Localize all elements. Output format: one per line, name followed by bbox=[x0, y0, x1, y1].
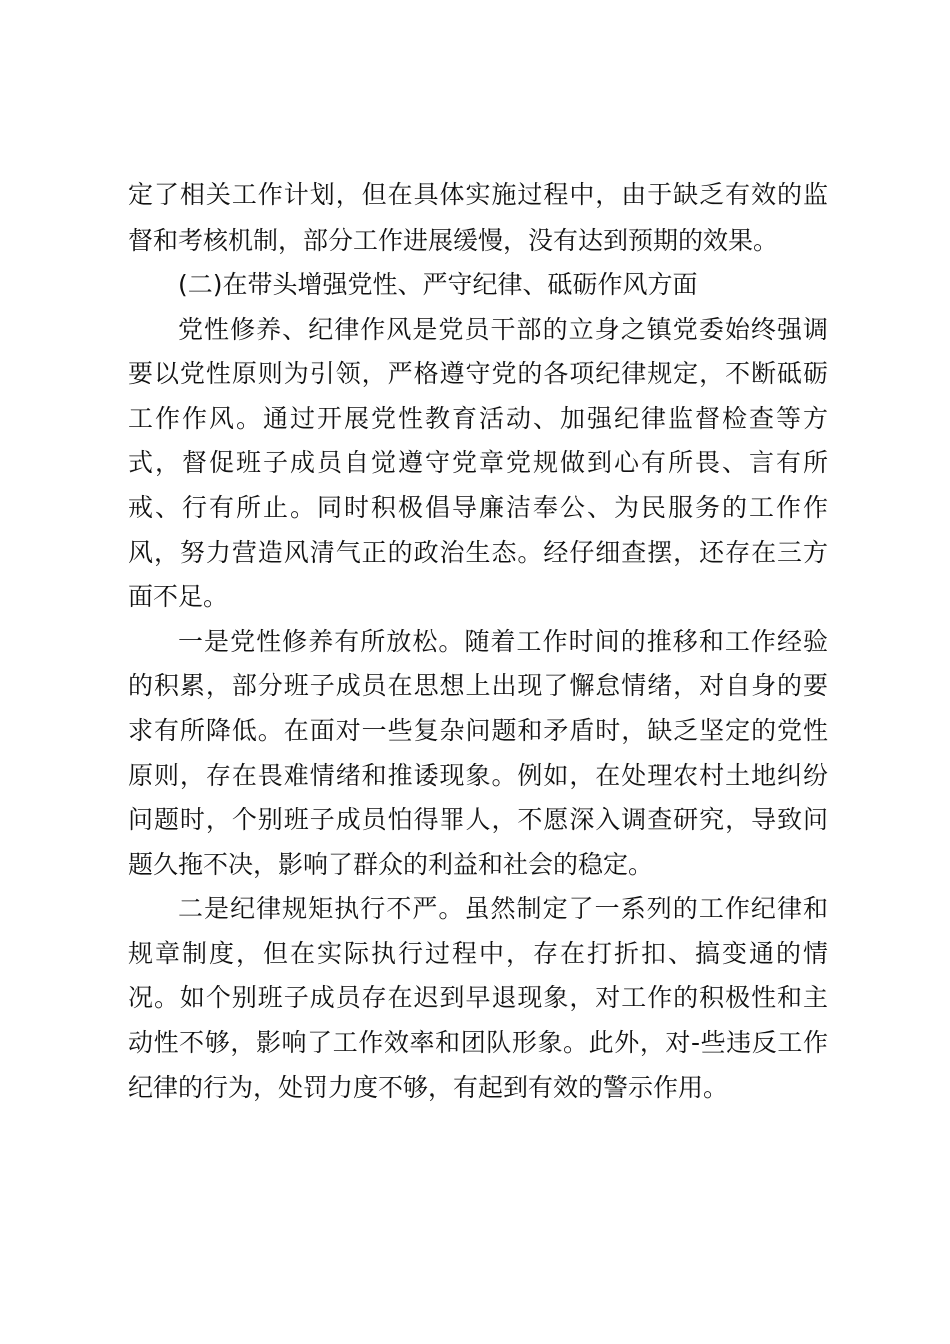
text-line: 一是党性修养有所放松。随着工作时间的推移和工作经验 bbox=[178, 627, 828, 656]
text-line: 工作作风。通过开展党性教育活动、加强纪律监督检查等方 bbox=[128, 404, 828, 433]
text-line: 党性修养、纪律作风是党员干部的立身之镇党委始终强调 bbox=[178, 315, 828, 344]
text-line: 面不足。 bbox=[128, 582, 229, 611]
text-line: 督和考核机制，部分工作进展缓慢，没有达到预期的效果。 bbox=[128, 226, 779, 255]
text-line: 式，督促班子成员自觉遵守党章党规做到心有所畏、言有所 bbox=[128, 448, 828, 477]
text-line: 的积累，部分班子成员在思想上出现了懈怠情绪，对自身的要 bbox=[128, 671, 828, 700]
text-line: 求有所降低。在面对一些复杂问题和矛盾时，缺乏坚定的党性 bbox=[128, 716, 828, 745]
text-line: 风，努力营造风清气正的政治生态。经仔细查摆，还存在三方 bbox=[128, 538, 828, 567]
text-line: 问题时，个别班子成员怕得罪人，不愿深入调查研究，导致问 bbox=[128, 805, 828, 834]
section-heading: (二)在带头增强党性、严守纪律、砥砺作风方面 bbox=[178, 270, 698, 299]
text-line: 原则，存在畏难情绪和推诿现象。例如，在处理农村土地纠纷 bbox=[128, 761, 828, 790]
text-line: 动性不够，影响了工作效率和团队形象。此外，对-些违反工作 bbox=[128, 1028, 828, 1057]
text-line: 题久拖不决，影响了群众的利益和社会的稳定。 bbox=[128, 850, 654, 879]
text-line: 规章制度，但在实际执行过程中，存在打折扣、搞变通的情 bbox=[128, 939, 828, 968]
text-line: 二是纪律规矩执行不严。虽然制定了一系列的工作纪律和 bbox=[178, 894, 828, 923]
text-line: 况。如个别班子成员存在迟到早退现象，对工作的积极性和主 bbox=[128, 983, 828, 1012]
text-line: 定了相关工作计划，但在具体实施过程中，由于缺乏有效的监 bbox=[128, 180, 828, 209]
text-line: 纪律的行为，处罚力度不够，有起到有效的警示作用。 bbox=[128, 1073, 729, 1102]
text-line: 要以党性原则为引领，严格遵守党的各项纪律规定，不断砥砺 bbox=[128, 359, 828, 388]
text-line: 戒、行有所止。同时积极倡导廉洁奉公、为民服务的工作作 bbox=[128, 493, 828, 522]
